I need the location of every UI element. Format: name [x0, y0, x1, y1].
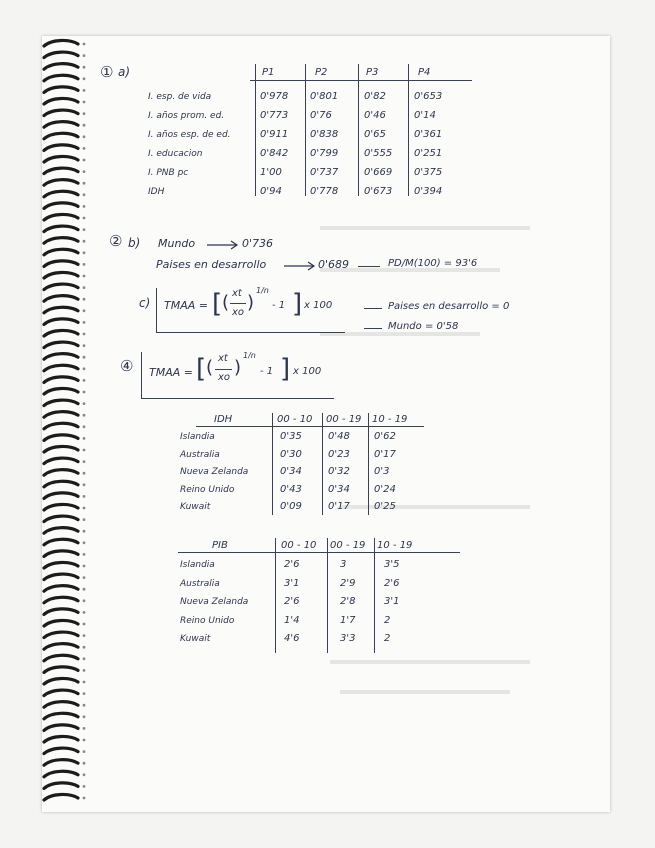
spiral-coil [44, 562, 78, 568]
table1-row-value: 0'251 [414, 148, 443, 159]
spiral-coil [44, 423, 78, 429]
pib-row-label: Australia [180, 578, 220, 589]
punch-hole [83, 344, 86, 347]
table1-row-value: 0'801 [310, 91, 339, 102]
spiral-coil [44, 539, 78, 545]
spiral-coil [44, 122, 78, 128]
arrow-icon [283, 261, 317, 271]
punch-hole [83, 425, 86, 428]
spiral-coil [44, 249, 78, 255]
dash [364, 328, 382, 329]
idh-row-value: 0'34 [328, 483, 350, 495]
idh-row-value: 0'09 [280, 501, 302, 512]
show-through-line [330, 660, 530, 664]
table1-header: P3 [366, 67, 379, 78]
spiral-coil [44, 794, 78, 800]
punch-hole [83, 518, 86, 521]
bracket-close: ) [234, 357, 242, 378]
pib-row-value: 2 [384, 633, 391, 644]
punch-hole [83, 124, 86, 127]
idh-table-header: 10 - 19 [372, 414, 408, 425]
pib-row-value: 3'1 [284, 577, 300, 589]
spiral-coil [44, 156, 78, 162]
fraction-bar [230, 303, 246, 304]
spiral-coil [44, 632, 78, 638]
punch-hole [83, 588, 86, 591]
table1-row-value: 0'673 [364, 186, 393, 197]
show-through-line [320, 226, 530, 230]
formula-denominator: xo [232, 307, 245, 318]
punch-hole [83, 263, 86, 266]
spiral-coil [44, 400, 78, 406]
spiral-coil [44, 551, 78, 557]
formula-minus-one: - 1 [260, 366, 274, 377]
spiral-coil [44, 493, 78, 499]
formula-lhs: TMAA = [149, 366, 193, 379]
punch-hole [83, 275, 86, 278]
table1-row-value: 0'799 [310, 148, 339, 159]
table1-row-value: 0'375 [414, 167, 443, 178]
punch-hole [83, 135, 86, 138]
formula-lhs: TMAA = [164, 299, 208, 312]
table1-row-value: 0'978 [260, 91, 289, 102]
table1-row-label: I. PNB pc [148, 168, 189, 178]
punch-hole [83, 611, 86, 614]
punch-hole [83, 472, 86, 475]
punch-hole [83, 43, 86, 46]
developing-value: 0'689 [318, 258, 350, 271]
punch-hole [83, 715, 86, 718]
pib-row-value: 2 [384, 614, 391, 626]
table1-row-value: 0'773 [260, 110, 289, 121]
developing-label: Paises en desarrollo [156, 258, 267, 271]
idh-row-value: 0'43 [280, 483, 302, 495]
formula-times: x 100 [304, 300, 333, 311]
punch-hole [83, 727, 86, 730]
spiral-binding [40, 36, 100, 812]
punch-hole [83, 576, 86, 579]
punch-hole [83, 797, 86, 800]
spiral-coil [44, 702, 78, 708]
formula-exponent: 1/n [256, 286, 269, 295]
punch-hole [83, 599, 86, 602]
punch-hole [83, 669, 86, 672]
table1-row-value: 0'14 [414, 110, 436, 121]
spiral-coil [44, 504, 78, 510]
spiral-coil [44, 783, 78, 789]
formula-exponent: 1/n [243, 351, 256, 360]
pib-row-label: Kuwait [180, 634, 211, 644]
spiral-coil [44, 52, 78, 58]
table1-header: P2 [315, 67, 328, 78]
pib-table-header: 10 - 19 [377, 540, 413, 551]
spiral-coil [44, 412, 78, 418]
punch-hole [83, 217, 86, 220]
pib-table-vline [374, 538, 375, 653]
pib-row-label: Nueva Zelanda [180, 597, 249, 607]
punch-hole [83, 692, 86, 695]
punch-hole [83, 112, 86, 115]
spiral-coil [44, 319, 78, 325]
spiral-coil [44, 609, 78, 615]
idh-row-value: 0'17 [374, 448, 396, 460]
table1-row-value: 0'94 [260, 186, 282, 197]
bracket-open: [ [196, 354, 207, 384]
spiral-coil [44, 736, 78, 742]
idh-row-value: 0'62 [374, 431, 396, 442]
section-4-marker: ④ [120, 357, 134, 375]
spiral-coil [44, 40, 78, 46]
pib-row-value: 2'6 [384, 577, 400, 589]
bracket-close: ] [280, 354, 291, 384]
table1-row-value: 0'361 [414, 129, 443, 140]
spiral-coil [44, 644, 78, 650]
spiral-coil [44, 330, 78, 336]
punch-hole [83, 66, 86, 69]
table1-row-label: IDH [148, 187, 165, 197]
pib-table-vline [275, 538, 276, 653]
pib-row-value: 1'7 [340, 614, 356, 626]
spiral-coil [44, 342, 78, 348]
formula-minus-one: - 1 [272, 300, 286, 311]
spiral-coil [44, 516, 78, 522]
spiral-coil [44, 690, 78, 696]
punch-hole [83, 553, 86, 556]
spiral-coil [44, 180, 78, 186]
spiral-coil [44, 574, 78, 580]
pib-row-value: 3 [340, 559, 347, 570]
idh-row-value: 0'32 [328, 466, 350, 477]
part-c-label: c) [139, 296, 151, 310]
table1-header: P4 [418, 67, 431, 78]
section-2-marker: ② [109, 232, 123, 250]
table1-row-label: I. años prom. ed. [148, 111, 225, 121]
punch-hole [83, 286, 86, 289]
spiral-coil [44, 586, 78, 592]
world-value: 0'736 [242, 237, 274, 250]
spiral-coil [44, 470, 78, 476]
table1-vline [358, 64, 359, 196]
punch-hole [83, 773, 86, 776]
table1-row-value: 0'653 [414, 91, 443, 102]
table1-row-label: I. años esp. de ed. [148, 130, 231, 140]
spiral-coil [44, 145, 78, 151]
punch-hole [83, 634, 86, 637]
idh-row-value: 0'48 [328, 431, 350, 442]
ratio-note: PD/M(100) = 93'6 [388, 258, 478, 269]
spiral-coil [44, 667, 78, 673]
spiral-coil [44, 296, 78, 302]
punch-hole [83, 101, 86, 104]
punch-hole [83, 460, 86, 463]
idh-row-value: 0'35 [280, 431, 302, 442]
table1-row-value: 0'838 [310, 129, 339, 140]
punch-hole [83, 170, 86, 173]
idh-row-value: 0'17 [328, 501, 350, 512]
punch-hole [83, 541, 86, 544]
fraction-bar [215, 369, 232, 370]
punch-hole [83, 530, 86, 533]
idh-row-label: Islandia [180, 432, 215, 442]
idh-table-header-rule [196, 426, 424, 427]
pib-table-vline [327, 538, 328, 653]
idh-row-label: Reino Unido [180, 484, 235, 495]
punch-hole [83, 739, 86, 742]
punch-hole [83, 251, 86, 254]
pib-row-value: 2'6 [284, 559, 300, 570]
table1-row-value: 0'669 [364, 167, 393, 178]
pib-table-header-rule [178, 552, 460, 553]
result-world: Mundo = 0'58 [388, 321, 459, 332]
pib-row-value: 1'4 [284, 614, 300, 626]
idh-row-label: Kuwait [180, 502, 211, 512]
formula-denominator: xo [218, 372, 231, 383]
spiral-coil [44, 307, 78, 313]
punch-hole [83, 193, 86, 196]
formula-numerator: xt [232, 288, 242, 299]
spiral-coil [44, 64, 78, 70]
spiral-coil [44, 261, 78, 267]
spiral-coil [44, 458, 78, 464]
section-1-part-label: a) [118, 65, 131, 79]
dash [358, 266, 380, 267]
punch-hole [83, 704, 86, 707]
pib-row-label: Reino Unido [180, 615, 235, 626]
table1-row-value: 0'737 [310, 167, 339, 178]
punch-hole [83, 89, 86, 92]
punch-hole [83, 414, 86, 417]
spiral-coil [44, 226, 78, 232]
spiral-coil [44, 388, 78, 394]
punch-hole [83, 333, 86, 336]
punch-hole [83, 646, 86, 649]
spiral-coil [44, 284, 78, 290]
punch-hole [83, 77, 86, 80]
punch-hole [83, 495, 86, 498]
spiral-coil [44, 713, 78, 719]
idh-row-label: Australia [180, 449, 220, 460]
idh-row-value: 0'24 [374, 483, 396, 495]
spiral-coil [44, 435, 78, 441]
spiral-coil [44, 214, 78, 220]
idh-row-value: 0'30 [280, 448, 302, 460]
section-2-part-label: b) [128, 236, 141, 250]
spiral-coil [44, 377, 78, 383]
dash [364, 308, 382, 309]
table1-row-value: 0'555 [364, 148, 393, 159]
spiral-coil [44, 365, 78, 371]
table1-row-value: 0'394 [414, 186, 443, 197]
punch-hole [83, 762, 86, 765]
spiral-coil [44, 620, 78, 626]
punch-hole [83, 54, 86, 57]
pib-row-label: Islandia [180, 560, 215, 570]
bracket-close: ) [247, 292, 255, 313]
spiral-coil [44, 771, 78, 777]
punch-hole [83, 657, 86, 660]
punch-hole [83, 356, 86, 359]
punch-hole [83, 367, 86, 370]
spiral-coil [44, 110, 78, 116]
spiral-coil [44, 191, 78, 197]
table1-row-value: 1'00 [260, 167, 282, 178]
pib-row-value: 3'1 [384, 596, 400, 607]
pib-table-title: PIB [212, 540, 228, 551]
spiral-coil [44, 528, 78, 534]
formula-times: x 100 [293, 366, 322, 377]
table1-row-value: 0'842 [260, 148, 289, 159]
idh-table-header: 00 - 19 [326, 414, 362, 425]
bracket-open: ( [206, 357, 214, 378]
punch-hole [83, 623, 86, 626]
punch-hole [83, 750, 86, 753]
table1-row-value: 0'46 [364, 110, 386, 121]
table1-row-value: 0'778 [310, 186, 339, 197]
punch-hole [83, 449, 86, 452]
spiral-coil [44, 655, 78, 661]
punch-hole [83, 309, 86, 312]
spiral-coil [44, 760, 78, 766]
bracket-open: ( [222, 292, 230, 313]
table1-row-value: 0'911 [260, 129, 289, 140]
idh-table-vline [322, 413, 323, 515]
idh-table-vline [272, 413, 273, 515]
punch-hole [83, 379, 86, 382]
idh-row-value: 0'25 [374, 501, 396, 512]
punch-hole [83, 483, 86, 486]
punch-hole [83, 159, 86, 162]
punch-hole [83, 437, 86, 440]
idh-table-vline [368, 413, 369, 515]
table1-vline [408, 64, 409, 196]
spiral-coil [44, 597, 78, 603]
spiral-coil [44, 75, 78, 81]
idh-table-title: IDH [214, 414, 233, 425]
idh-row-value: 0'3 [374, 466, 390, 477]
pib-row-value: 3'3 [340, 633, 356, 644]
idh-table-header: 00 - 10 [277, 414, 313, 425]
spiral-coil [44, 203, 78, 209]
punch-hole [83, 565, 86, 568]
punch-hole [83, 402, 86, 405]
idh-row-value: 0'34 [280, 466, 302, 477]
bracket-close: ] [292, 289, 303, 319]
punch-hole [83, 228, 86, 231]
table1-row-label: I. educacion [148, 149, 203, 159]
spiral-coil [44, 272, 78, 278]
spiral-coil [44, 354, 78, 360]
pib-row-value: 2'6 [284, 596, 300, 607]
idh-row-value: 0'23 [328, 448, 350, 460]
spiral-coil [44, 481, 78, 487]
spiral-coil [44, 748, 78, 754]
table1-vline [305, 64, 306, 196]
pib-table-header: 00 - 10 [281, 540, 317, 551]
result-developing: Paises en desarrollo = 0 [388, 301, 510, 312]
pib-row-value: 2'9 [340, 577, 356, 589]
spiral-coil [44, 133, 78, 139]
bracket-open: [ [212, 289, 223, 319]
punch-hole [83, 507, 86, 510]
table1-row-label: I. esp. de vida [148, 92, 212, 102]
spiral-coil [44, 446, 78, 452]
pib-table-header: 00 - 19 [330, 540, 366, 551]
formula-numerator: xt [218, 353, 228, 364]
spiral-coil [44, 238, 78, 244]
table1-vline [255, 64, 256, 196]
idh-row-label: Nueva Zelanda [180, 467, 249, 477]
punch-hole [83, 147, 86, 150]
spiral-coil [44, 98, 78, 104]
spiral-coil [44, 87, 78, 93]
table1-row-value: 0'82 [364, 91, 386, 102]
punch-hole [83, 391, 86, 394]
punch-hole [83, 205, 86, 208]
punch-hole [83, 182, 86, 185]
spiral-coil [44, 678, 78, 684]
table1-header-rule [250, 80, 472, 81]
spiral-coil [44, 168, 78, 174]
punch-hole [83, 298, 86, 301]
pib-row-value: 4'6 [284, 633, 300, 644]
punch-hole [83, 681, 86, 684]
spiral-coil [44, 725, 78, 731]
table1-row-value: 0'76 [310, 110, 332, 121]
show-through-line [340, 690, 510, 694]
world-label: Mundo [158, 237, 196, 250]
punch-hole [83, 785, 86, 788]
table1-header: P1 [262, 67, 275, 78]
table1-row-value: 0'65 [364, 129, 386, 140]
pib-row-value: 3'5 [384, 559, 400, 570]
punch-hole [83, 321, 86, 324]
section-1-marker: ① [100, 63, 114, 81]
arrow-icon [206, 240, 240, 250]
pib-row-value: 2'8 [340, 596, 356, 607]
punch-hole [83, 240, 86, 243]
